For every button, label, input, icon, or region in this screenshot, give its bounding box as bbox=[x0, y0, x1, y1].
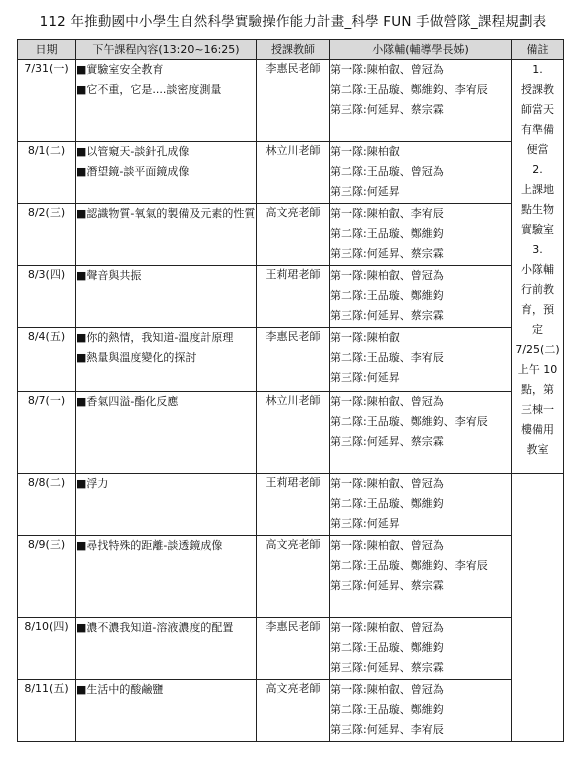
team-cell bbox=[330, 536, 512, 618]
course-item: ■熱量與溫度變化的探討 bbox=[76, 351, 197, 364]
course-content-cell bbox=[76, 680, 257, 742]
course-content-cell bbox=[76, 618, 257, 680]
team-cell bbox=[330, 142, 512, 204]
note-line: 師當天 bbox=[521, 103, 554, 116]
course-content-cell bbox=[76, 142, 257, 204]
team-assignment: 第二隊:王品璇、李宥辰 bbox=[330, 351, 444, 364]
team-assignment: 第二隊:王品璇、鄭維鈞 bbox=[330, 289, 444, 302]
team-assignment: 第二隊:王品璇、鄭維鈞 bbox=[330, 641, 444, 654]
header-row bbox=[18, 40, 564, 60]
teacher-cell: 王莉珺老師 bbox=[257, 266, 330, 328]
course-item: ■浮力 bbox=[76, 477, 109, 490]
team-assignment: 第三隊:何延昇 bbox=[330, 371, 400, 384]
team-assignment: 第二隊:王品璇、鄭維鈞 bbox=[330, 497, 444, 510]
teacher-cell: 高文亮老師 bbox=[257, 204, 330, 266]
document-title: 112 年推動國中小學生自然科學實驗操作能力計畫_科學 FUN 手做營隊_課程規劃表 bbox=[39, 14, 547, 30]
date-cell: 7/31(一) bbox=[18, 60, 76, 142]
table-row bbox=[18, 60, 564, 142]
team-assignment: 第一隊:陳柏叡、曾冠為 bbox=[330, 63, 444, 76]
date-cell: 8/11(五) bbox=[18, 680, 76, 742]
note-line: 2. bbox=[532, 163, 543, 176]
note-line: 1. bbox=[532, 63, 543, 76]
course-content-cell bbox=[76, 204, 257, 266]
note-line: 育，預 bbox=[521, 303, 554, 316]
header-content: 下午課程內容(13:20~16:25) bbox=[76, 40, 257, 60]
note-line: 定 bbox=[532, 323, 543, 336]
date-cell: 8/10(四) bbox=[18, 618, 76, 680]
team-assignment: 第一隊:陳柏叡 bbox=[330, 331, 400, 344]
course-item: ■香氣四溢-酯化反應 bbox=[76, 395, 179, 408]
course-item: ■認識物質-氧氣的製備及元素的性質 bbox=[76, 207, 256, 220]
team-assignment: 第三隊:何延昇、蔡宗霖 bbox=[330, 309, 444, 322]
note-line: 小隊輔 bbox=[521, 263, 554, 276]
team-cell bbox=[330, 680, 512, 742]
note-line: 教室 bbox=[526, 443, 549, 456]
team-assignment: 第三隊:何延昇、李宥辰 bbox=[330, 723, 444, 736]
schedule-body bbox=[18, 60, 564, 742]
note-line: 授課教 bbox=[521, 83, 554, 96]
note-line: 上課地 bbox=[521, 183, 554, 196]
team-assignment: 第一隊:陳柏叡、李宥辰 bbox=[330, 207, 444, 220]
date-cell: 8/7(一) bbox=[18, 392, 76, 474]
header-team: 小隊輔(輔導學長姊) bbox=[330, 40, 512, 60]
teacher-cell: 林立川老師 bbox=[257, 142, 330, 204]
teacher-cell: 李惠民老師 bbox=[257, 60, 330, 142]
team-cell bbox=[330, 60, 512, 142]
course-content-cell bbox=[76, 328, 257, 392]
date-cell: 8/1(二) bbox=[18, 142, 76, 204]
team-assignment: 第二隊:王品璇、鄭維鈞 bbox=[330, 227, 444, 240]
table-row bbox=[18, 204, 564, 266]
note-line: 樓備用 bbox=[521, 423, 554, 436]
teacher-cell: 林立川老師 bbox=[257, 392, 330, 474]
team-assignment: 第一隊:陳柏叡、曾冠為 bbox=[330, 621, 444, 634]
team-cell bbox=[330, 328, 512, 392]
course-item: ■生活中的酸鹼鹽 bbox=[76, 683, 164, 696]
course-content-cell bbox=[76, 474, 257, 536]
teacher-cell: 王莉珺老師 bbox=[257, 474, 330, 536]
team-cell bbox=[330, 204, 512, 266]
date-cell: 8/8(二) bbox=[18, 474, 76, 536]
date-cell: 8/9(三) bbox=[18, 536, 76, 618]
course-content-cell bbox=[76, 266, 257, 328]
note-cell-empty bbox=[512, 474, 564, 742]
team-assignment: 第一隊:陳柏叡、曾冠為 bbox=[330, 477, 444, 490]
note-line: 便當 bbox=[526, 143, 549, 156]
team-assignment: 第三隊:何延昇 bbox=[330, 185, 400, 198]
course-content-cell bbox=[76, 536, 257, 618]
team-assignment: 第三隊:何延昇、蔡宗霖 bbox=[330, 247, 444, 260]
header-note: 備註 bbox=[512, 40, 564, 60]
team-assignment: 第三隊:何延昇、蔡宗霖 bbox=[330, 661, 444, 674]
note-line: 三棟一 bbox=[521, 403, 554, 416]
note-line: 有準備 bbox=[521, 123, 554, 136]
note-line: 3. bbox=[532, 243, 543, 256]
table-row bbox=[18, 266, 564, 328]
team-assignment: 第一隊:陳柏叡、曾冠為 bbox=[330, 395, 444, 408]
course-content-cell bbox=[76, 392, 257, 474]
team-assignment: 第一隊:陳柏叡、曾冠為 bbox=[330, 539, 444, 552]
team-assignment: 第三隊:何延昇、蔡宗霖 bbox=[330, 103, 444, 116]
team-assignment: 第一隊:陳柏叡、曾冠為 bbox=[330, 269, 444, 282]
teacher-cell: 高文亮老師 bbox=[257, 680, 330, 742]
team-assignment: 第三隊:何延昇、蔡宗霖 bbox=[330, 579, 444, 592]
team-assignment: 第三隊:何延昇 bbox=[330, 517, 400, 530]
schedule-table bbox=[17, 39, 564, 742]
table-row bbox=[18, 142, 564, 204]
teacher-cell: 李惠民老師 bbox=[257, 618, 330, 680]
header-date: 日期 bbox=[18, 40, 76, 60]
team-assignment: 第二隊:王品璇、鄭維鈞 bbox=[330, 703, 444, 716]
team-cell bbox=[330, 392, 512, 474]
note-line: 7/25(二) bbox=[515, 343, 560, 356]
team-assignment: 第二隊:王品璇、鄭維鈞、李宥辰 bbox=[330, 415, 488, 428]
header-teacher: 授課教師 bbox=[257, 40, 330, 60]
course-item: ■潛望鏡-談平面鏡成像 bbox=[76, 165, 190, 178]
course-item: ■濃不濃我知道-溶液濃度的配置 bbox=[76, 621, 234, 634]
note-line: 點生物 bbox=[521, 203, 554, 216]
note-line: 行前教 bbox=[521, 283, 554, 296]
note-line: 上午 10 bbox=[517, 363, 558, 376]
team-assignment: 第二隊:王品璇、鄭維鈞、李宥辰 bbox=[330, 559, 488, 572]
team-assignment: 第三隊:何延昇、蔡宗霖 bbox=[330, 435, 444, 448]
table-row bbox=[18, 328, 564, 392]
course-item: ■它不重，它是....談密度測量 bbox=[76, 83, 222, 96]
team-cell bbox=[330, 474, 512, 536]
date-cell: 8/3(四) bbox=[18, 266, 76, 328]
date-cell: 8/2(三) bbox=[18, 204, 76, 266]
course-item: ■聲音與共振 bbox=[76, 269, 142, 282]
team-assignment: 第一隊:陳柏叡 bbox=[330, 145, 400, 158]
note-line: 實驗室 bbox=[521, 223, 554, 236]
team-assignment: 第一隊:陳柏叡、曾冠為 bbox=[330, 683, 444, 696]
team-assignment: 第二隊:王品璇、鄭維鈞、李宥辰 bbox=[330, 83, 488, 96]
course-item: ■以管窺天-談針孔成像 bbox=[76, 145, 190, 158]
course-item: ■你的熱情，我知道-溫度計原理 bbox=[76, 331, 234, 344]
team-cell bbox=[330, 266, 512, 328]
table-row bbox=[18, 536, 564, 618]
team-cell bbox=[330, 618, 512, 680]
team-assignment: 第二隊:王品璇、曾冠為 bbox=[330, 165, 444, 178]
table-row bbox=[18, 392, 564, 474]
course-content-cell bbox=[76, 60, 257, 142]
note-line: 點，第 bbox=[521, 383, 554, 396]
table-row bbox=[18, 680, 564, 742]
course-item: ■實驗室安全教育 bbox=[76, 63, 164, 76]
table-row bbox=[18, 474, 564, 536]
date-cell: 8/4(五) bbox=[18, 328, 76, 392]
teacher-cell: 李惠民老師 bbox=[257, 328, 330, 392]
teacher-cell: 高文亮老師 bbox=[257, 536, 330, 618]
table-row bbox=[18, 618, 564, 680]
course-item: ■尋找特殊的距離-談透鏡成像 bbox=[76, 539, 223, 552]
note-cell bbox=[512, 60, 564, 474]
